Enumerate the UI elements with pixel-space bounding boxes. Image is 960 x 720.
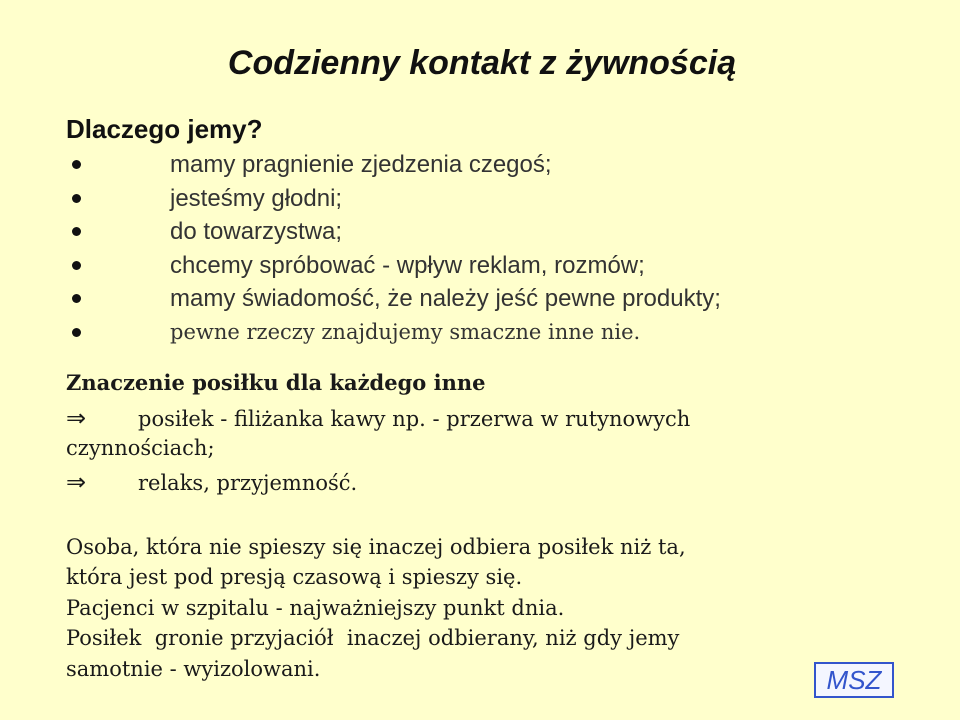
section-heading-meal-meaning: Znaczenie posiłku dla każdego inne bbox=[66, 370, 486, 395]
list-item: mamy pragnienie zjedzenia czegoś; bbox=[66, 148, 721, 182]
section-heading-why-we-eat: Dlaczego jemy? bbox=[66, 114, 263, 144]
reasons-list bbox=[66, 148, 721, 349]
list-item: jesteśmy głodni; bbox=[66, 182, 721, 216]
bullet-icon bbox=[72, 261, 81, 270]
list-item: chcemy spróbować - wpływ reklam, rozmów; bbox=[66, 249, 721, 283]
bullet-icon bbox=[72, 194, 81, 203]
paragraph-line: Osoba, która nie spieszy się inaczej odbiera posiłek niż ta, bbox=[66, 535, 686, 559]
paragraph-line: która jest pod presją czasową i spieszy się. bbox=[66, 565, 523, 590]
paragraph-line: samotnie - wyizolowani. bbox=[66, 656, 321, 681]
meaning-item-coffee: ⇒ posiłek - filiżanka kawy np. - przerwa w rutynowych bbox=[66, 404, 691, 432]
bullet-icon bbox=[72, 227, 81, 236]
author-badge: MSZ bbox=[814, 662, 894, 698]
bullet-icon bbox=[72, 160, 81, 169]
list-item: do towarzystwa; bbox=[66, 215, 721, 249]
list-item: mamy świadomość, że należy jeść pewne produkty; bbox=[66, 282, 721, 316]
implies-arrow-icon: ⇒ bbox=[66, 404, 87, 432]
bullet-icon bbox=[72, 328, 81, 337]
bullet-icon bbox=[72, 294, 81, 303]
paragraph-line: Posiłek gronie przyjaciół inaczej odbierany, niż gdy jemy bbox=[66, 626, 680, 651]
meaning-item-relax: ⇒ relaks, przyjemność. bbox=[66, 468, 358, 496]
closing-paragraph bbox=[66, 532, 686, 684]
implies-arrow-icon: ⇒ bbox=[66, 468, 87, 496]
meaning-item-coffee-continued: czynnościach; bbox=[66, 436, 215, 460]
paragraph-line: Pacjenci w szpitalu - najważniejszy punkt dnia. bbox=[66, 595, 565, 620]
slide-title: Codzienny kontakt z żywnością bbox=[227, 44, 737, 82]
list-item: pewne rzeczy znajdujemy smaczne inne nie. bbox=[66, 316, 721, 350]
